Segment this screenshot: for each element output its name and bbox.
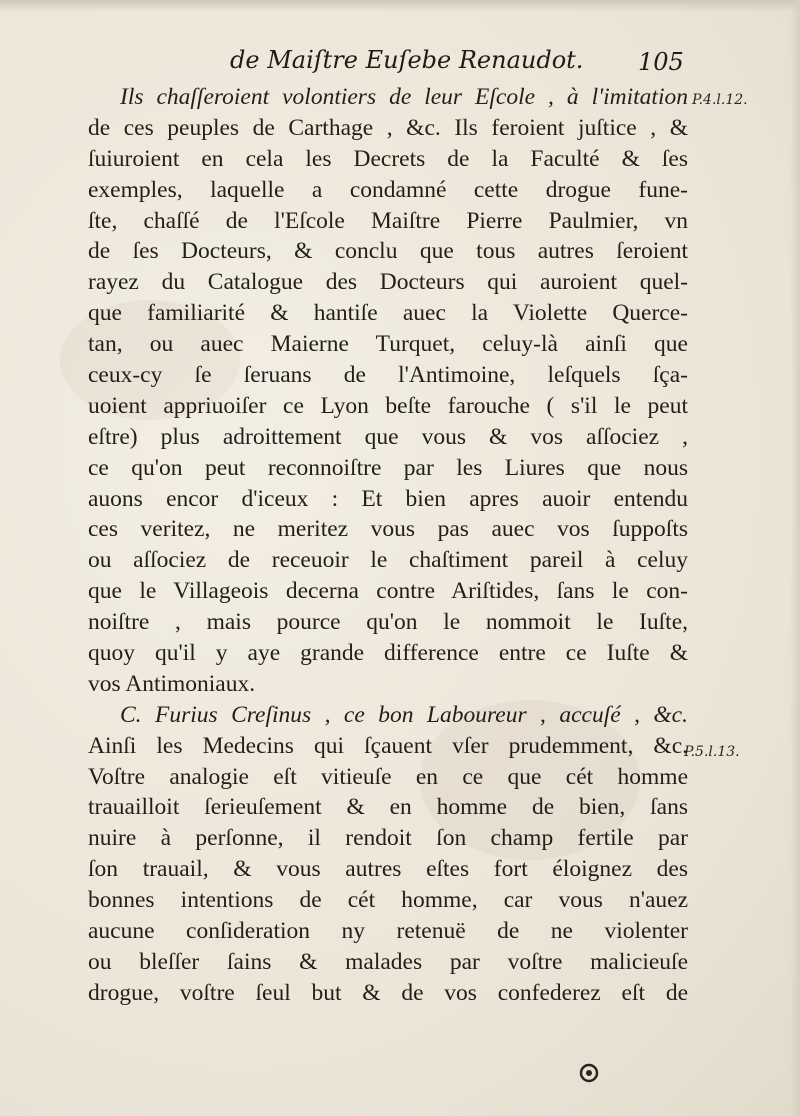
text-line: auons encor d'iceux : Et bien apres auoir entendu: [88, 485, 688, 512]
text-line: ſte, chaſſé de l'Eſcole Maiſtre Pierre Paulmier, vn: [88, 207, 688, 234]
text-line: quoy qu'il y aye grande difference entre ce Iuſte &: [88, 640, 688, 667]
body-text: [88, 82, 688, 1009]
text-line: vos Antimoniaux.: [88, 670, 256, 697]
text-line: C. Furius Creſinus , ce bon Laboureur , accuſé , &c.: [120, 701, 688, 728]
page-number: 105: [638, 48, 684, 76]
text-line: de ſes Docteurs, & conclu que tous autres ſeroient: [88, 238, 688, 265]
margin-note: P.5.l.13.: [684, 744, 740, 760]
text-line: ſon trauail, & vous autres eſtes fort éloignez des: [88, 856, 688, 883]
text-line: rayez du Catalogue des Docteurs qui auroient quel-: [88, 269, 688, 296]
text-line: exemples, laquelle a condamné cette drogue fune-: [88, 176, 688, 203]
text-line: ſuiuroient en cela les Decrets de la Faculté & ſes: [88, 145, 688, 172]
text-line: ou aſſociez de receuoir le chaſtiment pareil à celuy: [88, 547, 688, 574]
text-line: drogue, voſtre ſeul but & de vos confederez eſt de: [88, 979, 688, 1006]
text-line: ce qu'on peut reconnoiſtre par les Liures que nous: [88, 454, 688, 481]
page-right-edge: [790, 0, 800, 1116]
printer-ornament-icon: [578, 1062, 600, 1084]
page-top-edge: [0, 0, 800, 12]
running-head: de Maiſtre Euſebe Renaudot.: [230, 46, 584, 74]
margin-note: P.4.l.12.: [692, 92, 748, 108]
text-line: Voſtre analogie eſt vitieuſe en ce que cét homme: [88, 763, 688, 790]
text-line: ceux-cy ſe ſeruans de l'Antimoine, leſquels ſça-: [88, 362, 688, 389]
text-line: trauailloit ſerieuſement & en homme de bien, ſans: [88, 794, 688, 821]
text-line: ces veritez, ne meritez vous pas auec vos ſuppoſts: [88, 516, 688, 543]
text-line: nuire à perſonne, il rendoit ſon champ fertile par: [88, 825, 688, 852]
text-line: de ces peuples de Carthage , &c. Ils feroient juſtice , &: [88, 114, 688, 141]
text-line: noiſtre , mais pource qu'on le nommoit le Iuſte,: [88, 609, 688, 636]
text-line: ou bleſſer ſains & malades par voſtre malicieuſe: [88, 948, 688, 975]
text-line: uoient appriuoiſer ce Lyon beſte farouche ( s'il le peut: [88, 392, 688, 419]
text-line: tan, ou auec Maierne Turquet, celuy-là ainſi que: [88, 331, 688, 358]
text-line: bonnes intentions de cét homme, car vous n'auez: [88, 887, 688, 914]
text-line: que le Villageois decerna contre Ariſtides, ſans le con-: [88, 578, 688, 605]
text-line: eſtre) plus adroittement que vous & vos aſſociez ,: [88, 423, 688, 450]
text-line: Ils chaſſeroient volontiers de leur Eſcole , à l'imitation: [120, 84, 688, 110]
text-line: que familiarité & hantiſe auec la Violette Querce-: [88, 300, 688, 327]
text-line: Ainſi les Medecins qui ſçauent vſer prudemment, &c.: [88, 732, 688, 759]
text-line: aucune conſideration ny retenuë de ne violenter: [88, 918, 688, 945]
